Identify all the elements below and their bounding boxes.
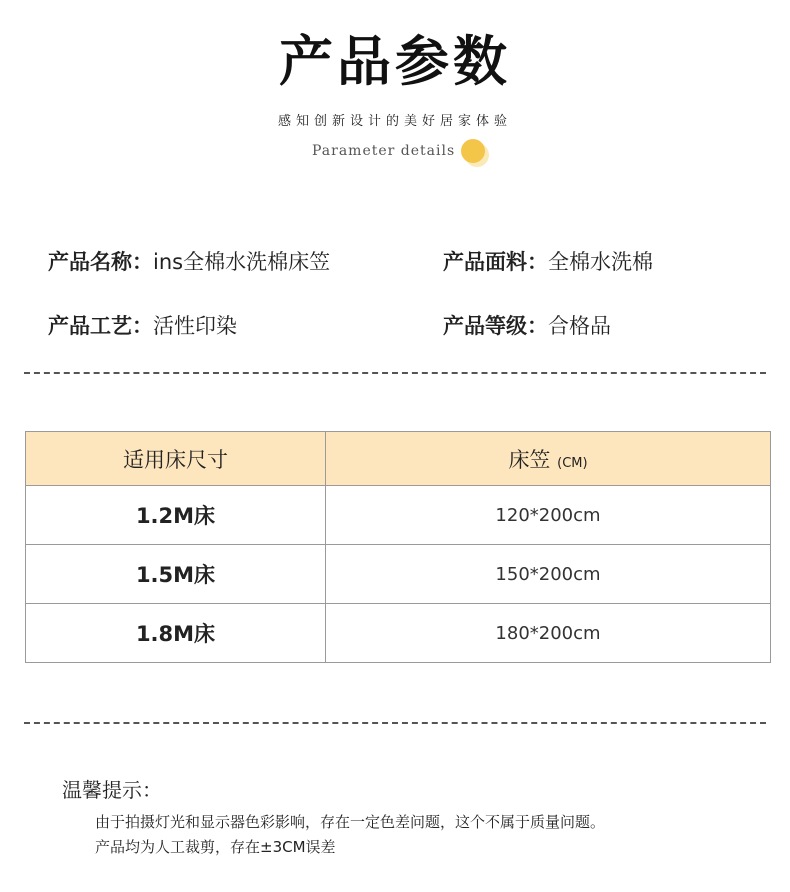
table-row <box>26 486 771 545</box>
spec-key: 产品面料： <box>443 250 548 274</box>
sheet-size-cell: 150*200cm <box>326 545 771 604</box>
spec-key: 产品名称： <box>48 250 153 274</box>
page-title: 产品参数 <box>279 29 511 93</box>
divider-dashed <box>24 722 766 724</box>
header-fitted-sheet <box>326 432 771 486</box>
spec-fabric <box>443 246 653 276</box>
spec-product-name <box>48 246 330 276</box>
table-row <box>26 604 771 663</box>
header-unit: (CM) <box>557 455 588 471</box>
tips-title: 温馨提示： <box>62 778 162 802</box>
bed-size-cell: 1.8M床 <box>26 604 326 663</box>
spec-key: 产品工艺： <box>48 314 153 338</box>
tip-line: 产品均为人工裁剪，存在±3CM误差 <box>95 838 336 856</box>
spec-craft <box>48 310 237 340</box>
sheet-size-cell: 180*200cm <box>326 604 771 663</box>
table-header-row <box>26 432 771 486</box>
tip-line: 由于拍摄灯光和显示器色彩影响，存在一定色差问题，这个不属于质量问题。 <box>95 813 606 831</box>
size-table <box>25 431 771 663</box>
divider-dashed <box>24 372 766 374</box>
table-row <box>26 545 771 604</box>
header-fitted-sheet-label: 床笠 <box>508 447 551 472</box>
spec-key: 产品等级： <box>443 314 548 338</box>
spec-grade <box>443 310 611 340</box>
accent-dot-icon <box>461 139 489 167</box>
header-bed-size: 适用床尺寸 <box>26 432 326 486</box>
sheet-size-cell: 120*200cm <box>326 486 771 545</box>
page-subtitle: 感知创新设计的美好居家体验 <box>277 114 512 129</box>
spec-value: 全棉水洗棉 <box>548 250 653 274</box>
bed-size-cell: 1.2M床 <box>26 486 326 545</box>
spec-value: ins全棉水洗棉床笠 <box>153 250 331 274</box>
spec-value: 合格品 <box>548 314 611 338</box>
bed-size-cell: 1.5M床 <box>26 545 326 604</box>
spec-value: 活性印染 <box>153 314 237 338</box>
english-caption: Parameter details <box>312 143 456 159</box>
